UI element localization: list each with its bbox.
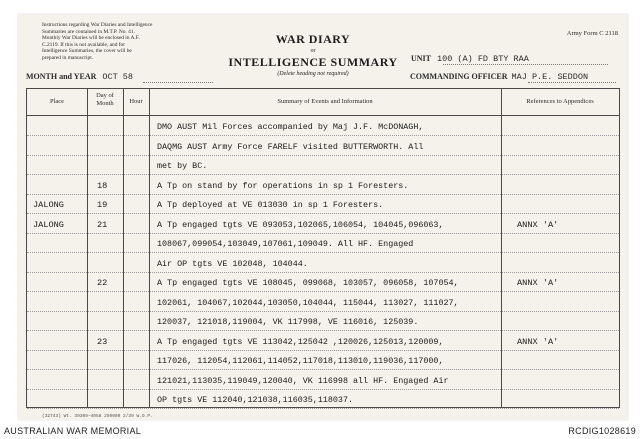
unit-field xyxy=(411,54,529,64)
row-summary: A Tp engaged tgts VE 113042,125042 ,120026,125013,120009, xyxy=(157,336,444,347)
unit-label: UNIT xyxy=(411,54,432,63)
commanding-officer-field xyxy=(410,72,588,82)
row-rule xyxy=(27,311,619,312)
unit-dotted-line xyxy=(443,64,608,65)
header-references: References to Appendices xyxy=(526,98,594,105)
row-summary: 120037, 121018,119004, VK 117998, VE 116016, 125039. xyxy=(157,317,419,327)
row-rule xyxy=(27,213,619,214)
row-summary: 108067,099054,103049,107061,109049. All HF. Engaged xyxy=(157,239,414,249)
row-summary: A Tp deployed at VE 013030 in sp 1 Foresters. xyxy=(157,200,384,210)
row-rule xyxy=(27,389,619,390)
header-summary: Summary of Events and Information xyxy=(277,98,373,105)
row-date: 18 xyxy=(97,180,108,191)
column-divider xyxy=(123,89,124,407)
column-divider xyxy=(149,89,150,407)
row-summary: A Tp engaged tgts VE 108045, 099068, 103057, 096058, 107054, xyxy=(157,278,459,288)
header-divider xyxy=(27,115,619,116)
army-form-number: Army Form C 2118 xyxy=(566,30,618,37)
instruction-line: Instructions regarding War Diaries and Intelligence xyxy=(42,22,153,28)
row-rule xyxy=(27,369,619,370)
row-rule xyxy=(27,252,619,253)
print-code: (32743) Wt. 39308—4058 250000 2/39 W.O.P. xyxy=(42,414,153,419)
row-summary: met by BC. xyxy=(157,161,208,171)
row-summary: Air OP tgts VE 102048, 104044. xyxy=(157,258,308,269)
form-title xyxy=(223,32,403,77)
co-dotted-line xyxy=(528,82,616,83)
instruction-line: Monthly War Diaries will be enclosed in A.F. xyxy=(42,35,140,42)
row-rule xyxy=(27,330,619,331)
row-summary: 117026, 112054,112061,114052,117018,113010,119036,117000, xyxy=(157,356,444,366)
caption-left: AUSTRALIAN WAR MEMORIAL xyxy=(4,426,142,436)
month-label: MONTH and YEAR xyxy=(26,72,97,81)
row-rule xyxy=(27,155,619,156)
row-place: JALONG xyxy=(33,200,64,210)
caption-bar xyxy=(0,423,640,439)
instruction-line: C.2119. If this is not available, and for xyxy=(42,41,126,48)
instruction-line: Intelligence Summaries, the cover will be xyxy=(42,48,132,55)
row-rule xyxy=(27,135,619,136)
title-intelligence-summary: INTELLIGENCE SUMMARY xyxy=(228,55,398,69)
row-summary: DAQMG AUST Army Force FARELF visited BUTTERWORTH. All xyxy=(157,141,424,152)
header-hour: Hour xyxy=(129,98,143,105)
row-reference: ANNX 'A' xyxy=(517,278,559,288)
co-label: COMMANDING OFFICER xyxy=(410,72,508,81)
row-summary: A Tp on stand by for operations in sp 1 Foresters. xyxy=(157,180,409,191)
row-rule xyxy=(27,174,619,175)
title-note: (Delete heading not required) xyxy=(277,71,349,77)
title-or: or xyxy=(310,48,316,54)
month-dotted-line xyxy=(143,82,213,83)
row-reference: ANNX 'A' xyxy=(517,336,559,347)
column-divider xyxy=(501,89,502,407)
row-summary: A Tp engaged tgts VE 093053,102065,106054, 104045,096063, xyxy=(157,219,444,230)
row-rule xyxy=(27,272,619,273)
row-rule xyxy=(27,291,619,292)
row-date: 23 xyxy=(97,336,108,347)
header-date: Day of Month xyxy=(96,92,114,107)
row-date: 21 xyxy=(97,219,108,230)
row-date: 22 xyxy=(97,278,108,288)
month-year-field xyxy=(26,72,133,82)
instruction-line: prepared in manuscript. xyxy=(42,54,94,61)
diary-table xyxy=(26,88,620,408)
row-rule xyxy=(27,408,619,409)
row-rule xyxy=(27,233,619,234)
header-place: Place xyxy=(49,98,65,105)
row-date: 19 xyxy=(97,200,108,210)
caption-right: RCDIG1028619 xyxy=(568,426,636,436)
month-value: OCT 58 xyxy=(102,72,133,82)
row-summary: OP tgts VE 112040,121038,116035,118037. xyxy=(157,395,354,405)
row-reference: ANNX 'A' xyxy=(517,219,559,230)
instructions-block xyxy=(42,22,232,62)
diary-sheet xyxy=(18,14,628,420)
row-rule xyxy=(27,350,619,351)
row-summary: DMO AUST Mil Forces accompanied by Maj J.F. McDONAGH, xyxy=(157,122,424,132)
row-summary: 102061, 104067,102044,103050,104044, 115044, 113027, 111027, xyxy=(157,297,459,308)
row-summary: 121021,113035,119049,120040, VK 116998 all HF. Engaged Air xyxy=(157,375,449,386)
unit-value: 100 (A) FD BTY RAA xyxy=(437,54,529,64)
title-war-diary: WAR DIARY xyxy=(275,32,351,46)
row-place: JALONG xyxy=(33,219,64,230)
co-value: MAJ P.E. SEDDON xyxy=(511,72,589,82)
instruction-line: Summaries are contained in M.T.P. No. 41. xyxy=(42,28,135,35)
row-rule xyxy=(27,194,619,195)
column-divider xyxy=(87,89,88,407)
